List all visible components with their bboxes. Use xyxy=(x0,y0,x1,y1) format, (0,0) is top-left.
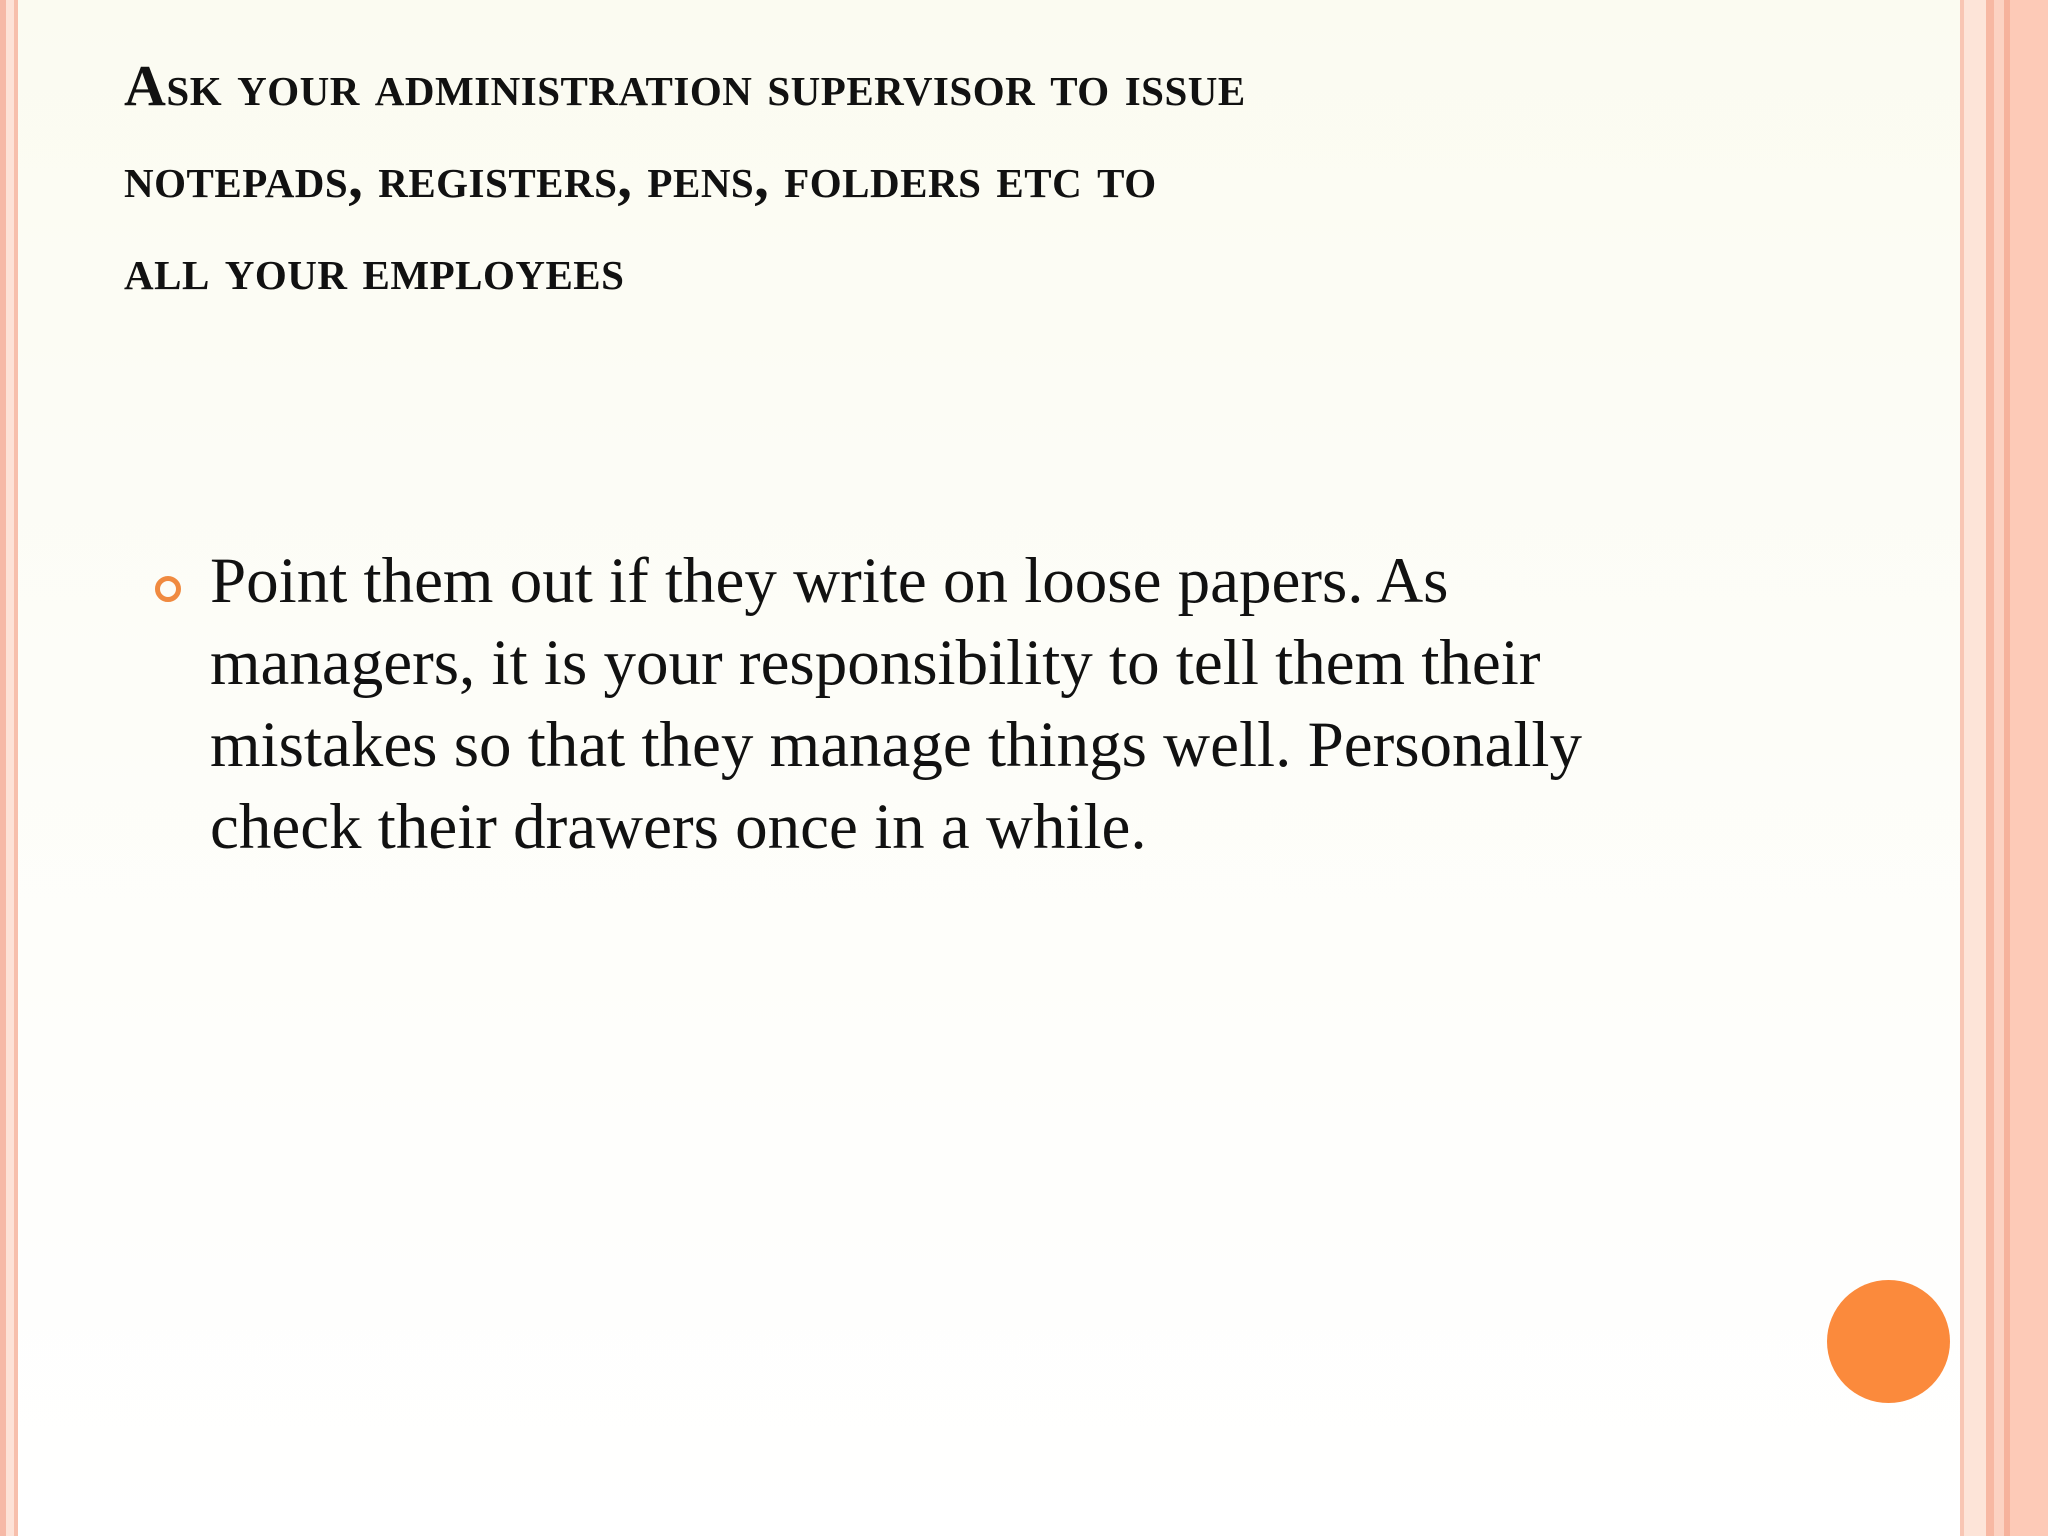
slide-title-line: Ask your administration supervisor to issue xyxy=(124,53,1246,118)
slide-title xyxy=(124,40,1824,316)
ring-bullet-icon xyxy=(155,576,181,602)
bullet-text-line: check their drawers once in a while. xyxy=(210,791,1147,863)
slide-title-line: all your employees xyxy=(124,237,625,302)
bullet-text xyxy=(210,540,1710,868)
right-border-stripe xyxy=(1986,0,1994,1536)
decorative-circle-icon xyxy=(1827,1280,1950,1403)
right-border-stripe xyxy=(2010,0,2048,1536)
right-border-stripe xyxy=(1994,0,2004,1536)
left-border-stripe xyxy=(14,0,18,1536)
left-border-stripe xyxy=(6,0,14,1536)
bullet-text-line: mistakes so that they manage things well. Personally xyxy=(210,709,1582,781)
bullet-text-line: managers, it is your responsibility to tell them their xyxy=(210,627,1541,699)
bullet-list xyxy=(150,540,1710,868)
right-border-stripe xyxy=(1964,0,1986,1536)
bullet-text-line: Point them out if they write on loose papers. As xyxy=(210,545,1449,617)
bullet-item xyxy=(150,540,1710,868)
slide-title-line: notepads, registers, pens, folders etc to xyxy=(124,145,1157,210)
